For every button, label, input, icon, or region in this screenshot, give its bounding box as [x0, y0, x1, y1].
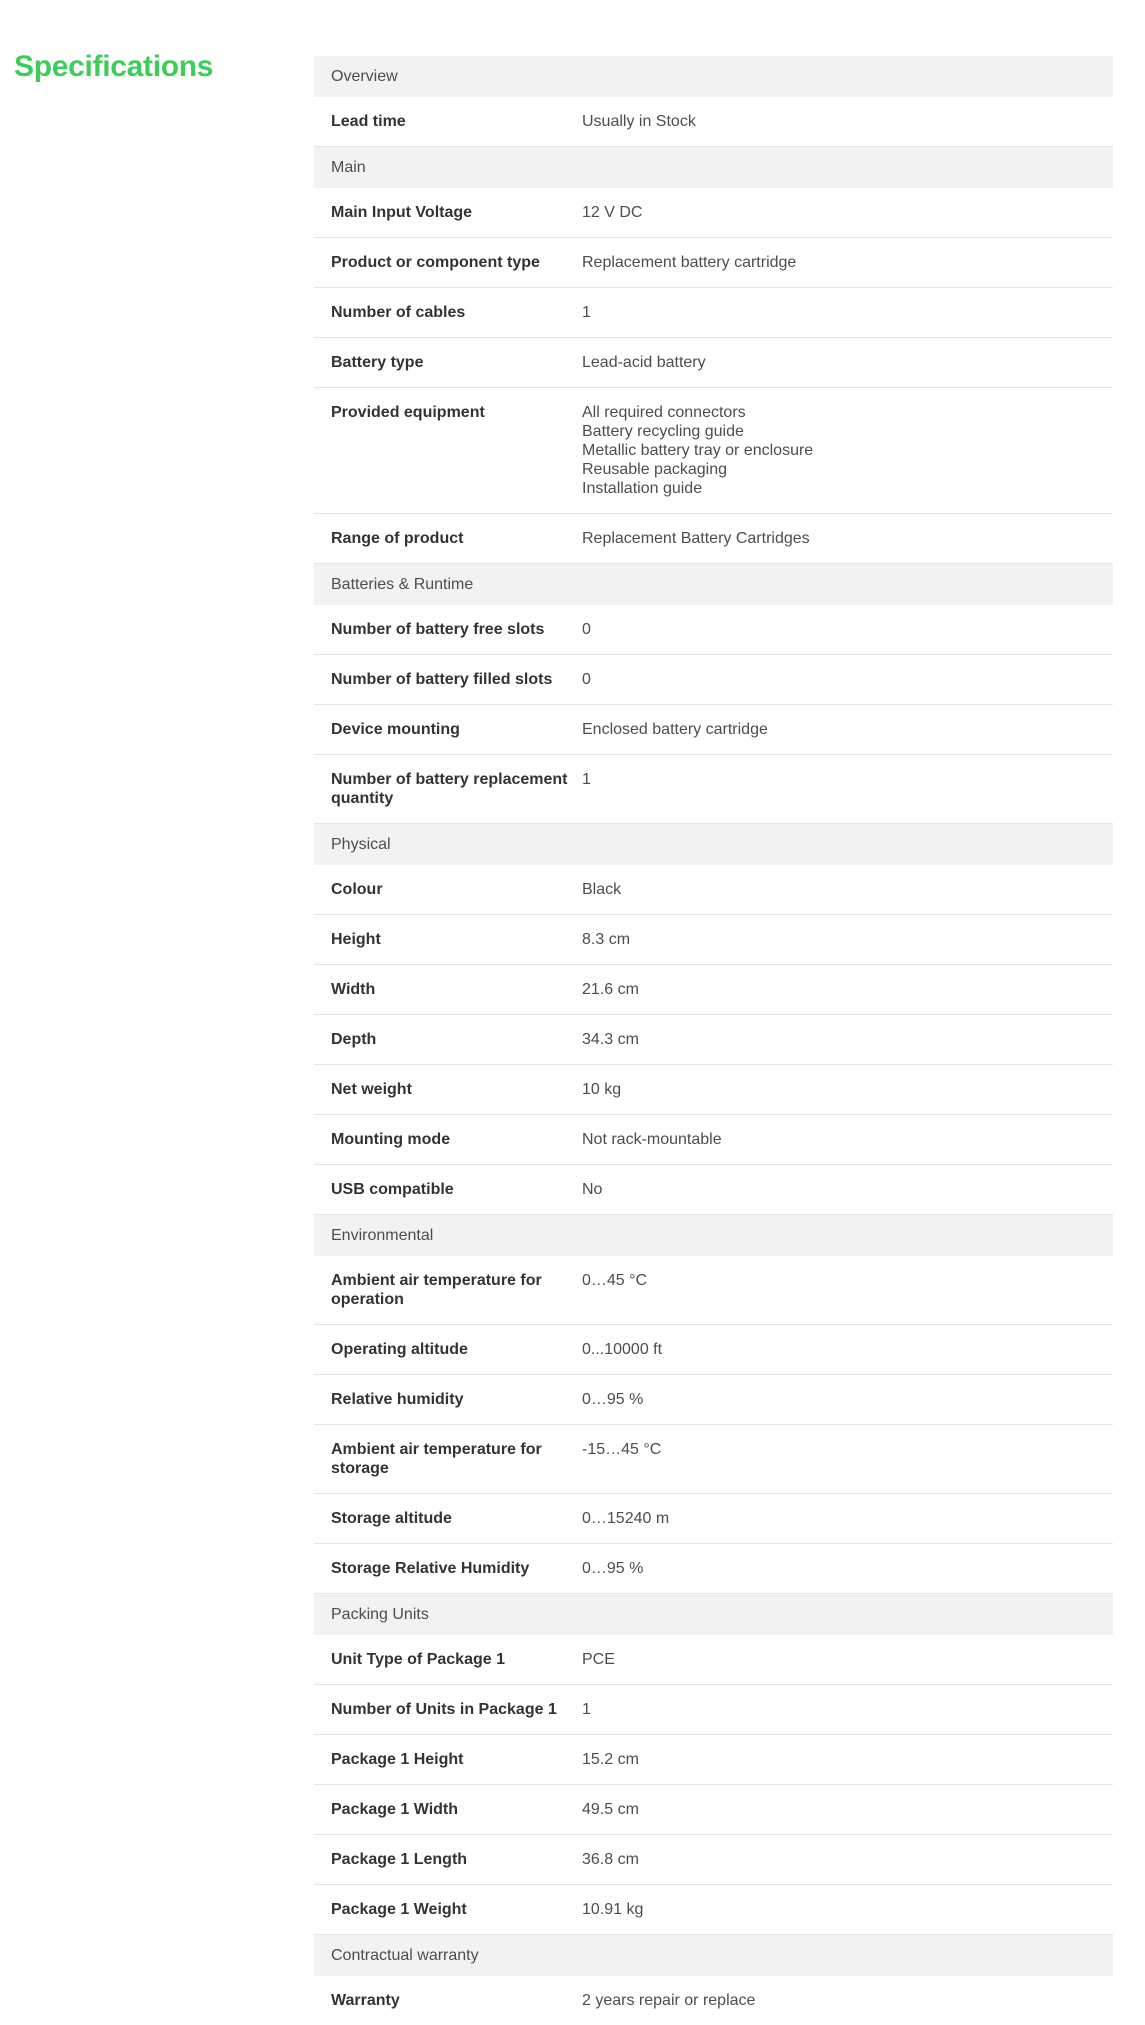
- spec-row: [314, 338, 1113, 388]
- spec-row: [314, 915, 1113, 965]
- spec-label: Colour: [331, 881, 383, 898]
- spec-label: Product or component type: [331, 254, 540, 271]
- spec-value: [582, 1390, 1113, 1409]
- spec-row: [314, 1065, 1113, 1115]
- spec-row: [314, 1976, 1113, 2025]
- spec-label: Provided equipment: [331, 404, 485, 421]
- spec-row: [314, 1735, 1113, 1785]
- spec-label: Relative humidity: [331, 1391, 464, 1408]
- spec-row: [314, 1494, 1113, 1544]
- spec-value-line: 0: [582, 621, 591, 638]
- spec-row: [314, 965, 1113, 1015]
- spec-value-line: 1: [582, 1701, 591, 1718]
- spec-label: Warranty: [331, 1992, 400, 2009]
- spec-row: [314, 1785, 1113, 1835]
- spec-row: [314, 1685, 1113, 1735]
- spec-value: [582, 112, 1113, 131]
- spec-label: Package 1 Width: [331, 1801, 459, 1818]
- spec-row: [314, 755, 1113, 824]
- spec-row: [314, 514, 1113, 564]
- specifications-table: [314, 56, 1113, 2025]
- spec-value: [582, 1180, 1113, 1199]
- spec-value-line: Usually in Stock: [582, 113, 696, 130]
- spec-row: [314, 1635, 1113, 1685]
- spec-value: [582, 980, 1113, 999]
- spec-row: [314, 605, 1113, 655]
- spec-label: Lead time: [331, 113, 406, 130]
- spec-row: [314, 238, 1113, 288]
- spec-row: [314, 288, 1113, 338]
- spec-row: [314, 388, 1113, 514]
- spec-value: [582, 303, 1113, 322]
- spec-value: [582, 670, 1113, 689]
- spec-row: [314, 1165, 1113, 1215]
- spec-label: Ambient air temperature for operation: [331, 1272, 542, 1308]
- spec-value-line: Not rack-mountable: [582, 1131, 722, 1148]
- spec-value: [582, 880, 1113, 899]
- spec-value-line: Metallic battery tray or enclosure: [582, 442, 814, 459]
- spec-value: [582, 1271, 1113, 1309]
- spec-label: Range of product: [331, 530, 464, 547]
- spec-value: [582, 1900, 1113, 1919]
- spec-value: [582, 1340, 1113, 1359]
- spec-label: Storage Relative Humidity: [331, 1560, 530, 1577]
- spec-value-line: 36.8 cm: [582, 1851, 639, 1868]
- spec-label: Unit Type of Package 1: [331, 1651, 505, 1668]
- spec-row: [314, 865, 1113, 915]
- spec-value-line: 0…15240 m: [582, 1510, 670, 1527]
- section-header: Physical: [314, 824, 1113, 865]
- spec-label: Number of battery free slots: [331, 621, 545, 638]
- spec-value: [582, 1650, 1113, 1669]
- spec-value-line: 0...10000 ft: [582, 1341, 663, 1358]
- spec-value: [582, 1800, 1113, 1819]
- spec-row: [314, 1015, 1113, 1065]
- spec-label: Device mounting: [331, 721, 460, 738]
- spec-value-line: 0: [582, 671, 591, 688]
- section-header: Main: [314, 147, 1113, 188]
- page-title: Specifications: [14, 50, 214, 83]
- spec-value-line: 10 kg: [582, 1081, 622, 1098]
- spec-label: Package 1 Height: [331, 1751, 464, 1768]
- spec-value-line: Lead-acid battery: [582, 354, 706, 371]
- spec-value: [582, 1559, 1113, 1578]
- spec-label: Main Input Voltage: [331, 204, 473, 221]
- spec-label: Ambient air temperature for storage: [331, 1441, 542, 1477]
- spec-value-line: Black: [582, 881, 622, 898]
- section-header: Contractual warranty: [314, 1935, 1113, 1976]
- spec-value: [582, 353, 1113, 372]
- spec-value-line: 1: [582, 771, 591, 788]
- spec-value: [582, 1700, 1113, 1719]
- spec-label: Package 1 Weight: [331, 1901, 467, 1918]
- spec-row: [314, 1256, 1113, 1325]
- spec-row: [314, 1544, 1113, 1594]
- spec-label: Number of battery filled slots: [331, 671, 553, 688]
- spec-label: Mounting mode: [331, 1131, 451, 1148]
- spec-value-line: -15…45 °C: [582, 1441, 662, 1458]
- spec-label: Width: [331, 981, 376, 998]
- spec-value-line: 15.2 cm: [582, 1751, 639, 1768]
- spec-row: [314, 1375, 1113, 1425]
- spec-value-line: 1: [582, 304, 591, 321]
- spec-value-line: PCE: [582, 1651, 615, 1668]
- spec-value-line: 34.3 cm: [582, 1031, 639, 1048]
- section-header: Batteries & Runtime: [314, 564, 1113, 605]
- spec-value: [582, 529, 1113, 548]
- spec-row: [314, 188, 1113, 238]
- spec-value-line: 0…95 %: [582, 1391, 644, 1408]
- spec-value-line: Enclosed battery cartridge: [582, 721, 768, 738]
- spec-value-line: Installation guide: [582, 480, 703, 497]
- spec-row: [314, 1425, 1113, 1494]
- spec-value-line: 8.3 cm: [582, 931, 631, 948]
- spec-row: [314, 1885, 1113, 1935]
- spec-value: [582, 253, 1113, 272]
- spec-row: [314, 705, 1113, 755]
- spec-value-line: Replacement Battery Cartridges: [582, 530, 810, 547]
- spec-label: USB compatible: [331, 1181, 454, 1198]
- spec-label: Number of battery replacement quantity: [331, 771, 568, 807]
- section-header: Overview: [314, 56, 1113, 97]
- spec-value: [582, 770, 1113, 808]
- spec-value: [582, 1440, 1113, 1478]
- spec-value-line: 0…45 °C: [582, 1272, 648, 1289]
- spec-value: [582, 203, 1113, 222]
- spec-row: [314, 1115, 1113, 1165]
- spec-value: [582, 1080, 1113, 1099]
- spec-value-line: 12 V DC: [582, 204, 643, 221]
- spec-value-line: All required connectors: [582, 404, 746, 421]
- section-header: Packing Units: [314, 1594, 1113, 1635]
- spec-value-line: 0…95 %: [582, 1560, 644, 1577]
- spec-label: Storage altitude: [331, 1510, 452, 1527]
- spec-value: [582, 1750, 1113, 1769]
- spec-label: Number of cables: [331, 304, 466, 321]
- spec-value: [582, 720, 1113, 739]
- spec-row: [314, 97, 1113, 147]
- spec-value: [582, 403, 1113, 498]
- spec-label: Operating altitude: [331, 1341, 468, 1358]
- spec-label: Number of Units in Package 1: [331, 1701, 557, 1718]
- spec-label: Height: [331, 931, 381, 948]
- spec-value-line: Battery recycling guide: [582, 423, 744, 440]
- spec-label: Depth: [331, 1031, 377, 1048]
- spec-value-line: Reusable packaging: [582, 461, 727, 478]
- spec-value-line: 21.6 cm: [582, 981, 639, 998]
- spec-value-line: 49.5 cm: [582, 1801, 639, 1818]
- spec-row: [314, 1835, 1113, 1885]
- spec-row: [314, 1325, 1113, 1375]
- section-header: Environmental: [314, 1215, 1113, 1256]
- spec-value: [582, 1991, 1113, 2010]
- spec-value-line: Replacement battery cartridge: [582, 254, 797, 271]
- spec-value-line: 10.91 kg: [582, 1901, 644, 1918]
- spec-value-line: No: [582, 1181, 603, 1198]
- spec-value: [582, 1509, 1113, 1528]
- spec-value: [582, 1130, 1113, 1149]
- spec-value: [582, 1850, 1113, 1869]
- spec-value: [582, 930, 1113, 949]
- spec-value: [582, 1030, 1113, 1049]
- spec-row: [314, 655, 1113, 705]
- spec-value-line: 2 years repair or replace: [582, 1992, 756, 2009]
- spec-label: Battery type: [331, 354, 424, 371]
- spec-value: [582, 620, 1113, 639]
- spec-label: Net weight: [331, 1081, 412, 1098]
- spec-label: Package 1 Length: [331, 1851, 468, 1868]
